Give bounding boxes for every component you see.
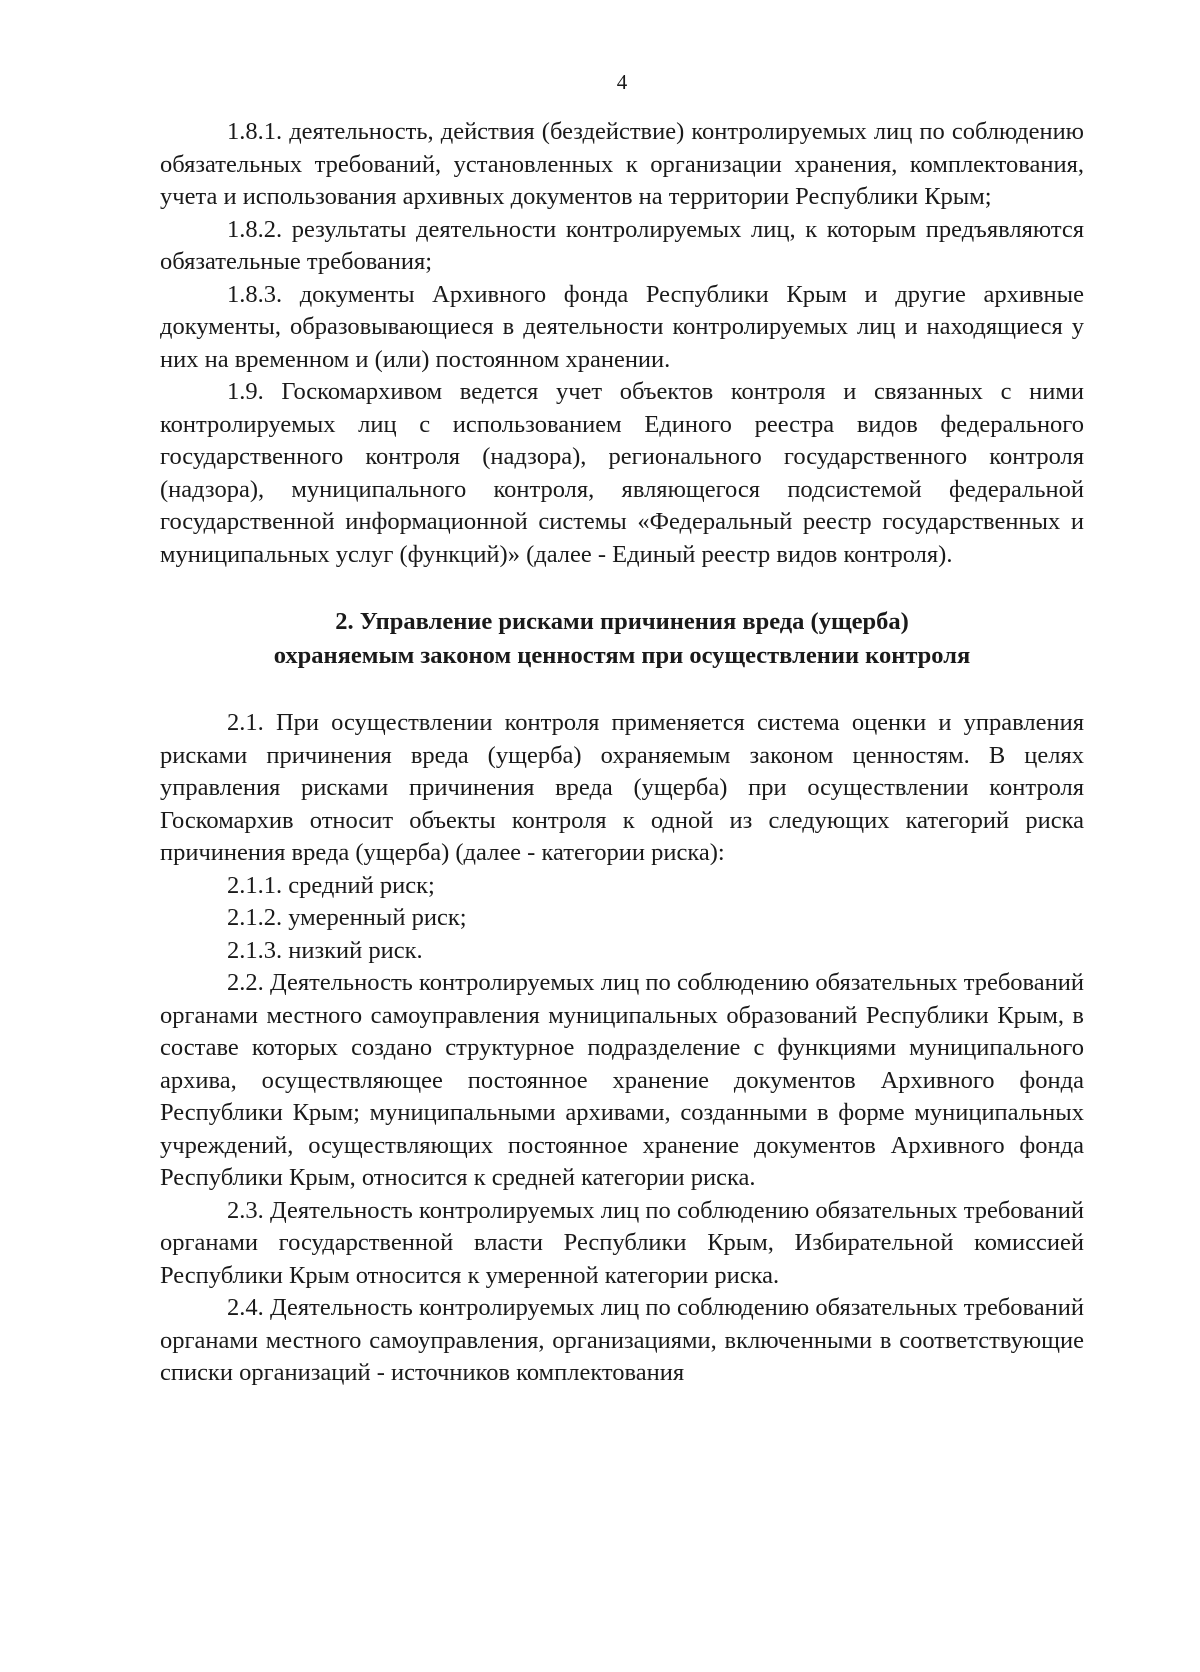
list-item-2-1-2: 2.1.2. умеренный риск; xyxy=(227,904,467,931)
paragraph-1-8-3: 1.8.3. документы Архивного фонда Республики Крым и другие архивные документы, образовывающиеся в деятельности контролируемых лиц и находящиеся у них на временном и (или) постоянном хранении. xyxy=(160,280,1084,373)
paragraph-1-8-2: 1.8.2. результаты деятельности контролируемых лиц, к которым предъявляются обязательные требования; xyxy=(160,215,1084,275)
paragraph-2-3: 2.3. Деятельность контролируемых лиц по соблюдению обязательных требований органами государственной власти Республики Крым, Избирательной комиссией Республики Крым относится к умеренной категории риска. xyxy=(160,1196,1084,1289)
paragraph-2-2: 2.2. Деятельность контролируемых лиц по соблюдению обязательных требований органами местного самоуправления муниципальных образований Республики Крым, в составе которых создано структурное подразделение с функциями муниципального архива, осуществляющее постоянное хранение документов Архивного фонда Республики Крым; муниципальными архивами, созданными в форме муниципальных учреждений, осуществляющих постоянное хранение документов Архивного фонда Республики Крым, относится к средней категории риска. xyxy=(160,969,1084,1191)
paragraph-2-4: 2.4. Деятельность контролируемых лиц по соблюдению обязательных требований органами местного самоуправления, организациями, включенными в соответствующие списки организаций - источников комплектования xyxy=(160,1294,1084,1386)
page-number: 4 xyxy=(616,70,628,94)
section-heading-line-2: охраняемым законом ценностям при осуществлении контроля xyxy=(273,642,971,669)
paragraph-2-1: 2.1. При осуществлении контроля применяется система оценки и управления рисками причинения вреда (ущерба) охраняемым законом ценностям. В целях управления рисками причинения вреда (ущерба) при осуществлении контроля Госкомархив относит объекты контроля к одной из следующих категорий риска причинения вреда (ущерба) (далее - категории риска): xyxy=(160,709,1084,866)
section-heading xyxy=(160,605,1084,673)
paragraph-1-9: 1.9. Госкомархивом ведется учет объектов контроля и связанных с ними контролируемых лиц с использованием Единого реестра видов федерального государственного контроля (надзора), регионального государственного контроля (надзора), муниципального контроля, являющегося подсистемой федеральной государственной информационной системы «Федеральный реестр государственных и муниципальных услуг (функций)» (далее - Единый реестр видов контроля). xyxy=(160,378,1084,568)
list-item-2-1-1: 2.1.1. средний риск; xyxy=(227,871,435,899)
list-item-2-1-3: 2.1.3. низкий риск. xyxy=(227,936,423,964)
section-heading-line-1: 2. Управление рисками причинения вреда (ущерба) xyxy=(335,608,909,635)
paragraph-1-8-1: 1.8.1. деятельность, действия (бездействие) контролируемых лиц по соблюдению обязательных требований, установленных к организации хранения, комплектования, учета и использования архивных документов на территории Республики Крым; xyxy=(160,118,1084,210)
